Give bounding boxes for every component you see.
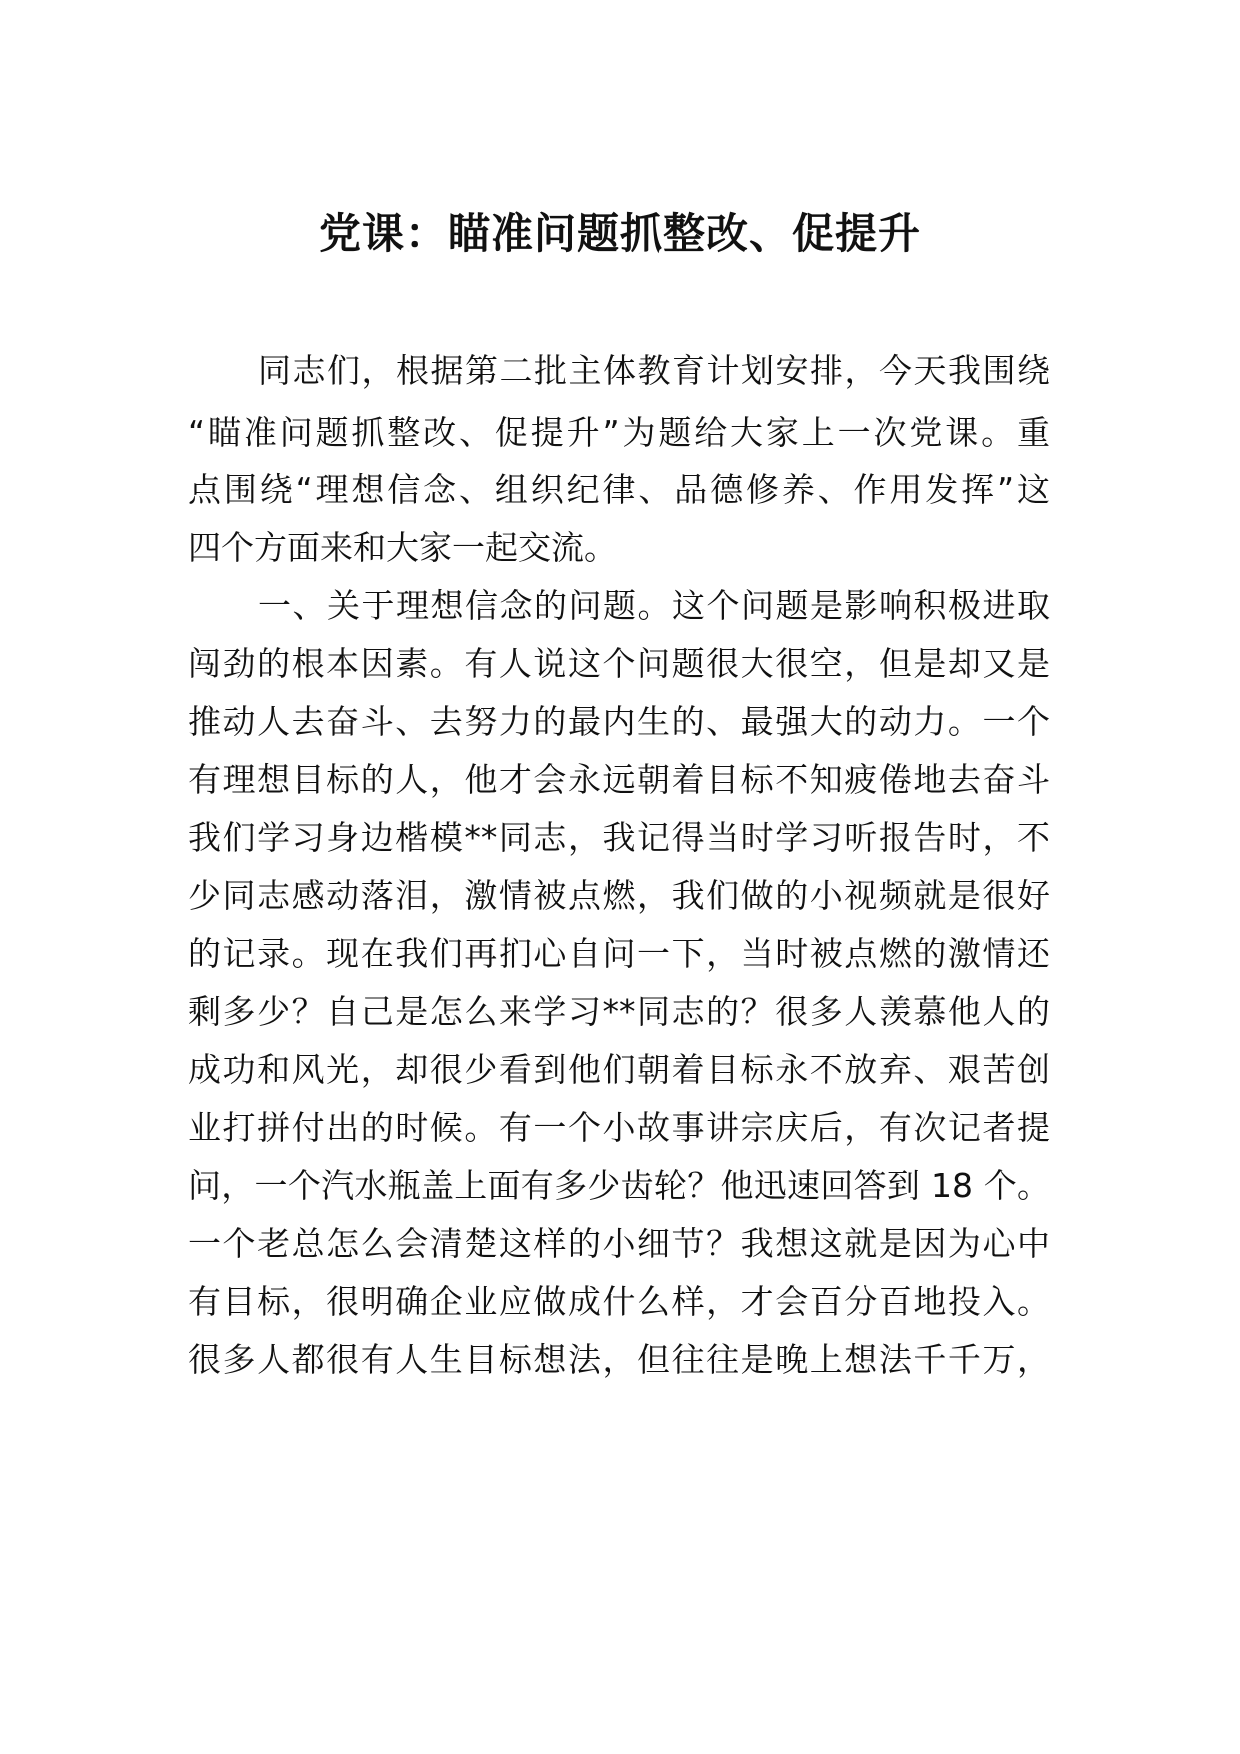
paragraph-2-line-5: 我们学习身边楷模**同志，我记得当时学习听报告时，不 xyxy=(188,818,1050,857)
paragraph-1-line-2: “瞄准问题抓整改、促提升”为题给大家上一次党课。重 xyxy=(188,413,1050,452)
paragraph-1-line-1: 同志们，根据第二批主体教育计划安排，今天我围绕 xyxy=(258,351,1050,390)
paragraph-2-line-9: 成功和风光，却很少看到他们朝着目标永不放弃、艰苦创 xyxy=(188,1050,1050,1089)
paragraph-2-line-4: 有理想目标的人，他才会永远朝着目标不知疲倦地去奋斗 xyxy=(188,760,1050,799)
paragraph-2-line-14: 很多人都很有人生目标想法，但往往是晚上想法千千万， xyxy=(188,1340,1050,1379)
paragraph-2-line-2: 闯劲的根本因素。有人说这个问题很大很空，但是却又是 xyxy=(188,644,1050,683)
paragraph-1-line-3: 点围绕“理想信念、组织纪律、品德修养、作用发挥”这 xyxy=(188,470,1050,509)
paragraph-2-line-1: 一、关于理想信念的问题。这个问题是影响积极进取 xyxy=(258,586,1050,625)
paragraph-2-line-11: 问，一个汽水瓶盖上面有多少齿轮？他迅速回答到 18 个。 xyxy=(188,1166,1050,1205)
paragraph-2-line-10: 业打拼付出的时候。有一个小故事讲宗庆后，有次记者提 xyxy=(188,1108,1050,1147)
paragraph-2-line-13: 有目标，很明确企业应做成什么样，才会百分百地投入。 xyxy=(188,1282,1050,1321)
paragraph-2-line-8: 剩多少？自己是怎么来学习**同志的？很多人羡慕他人的 xyxy=(188,992,1050,1031)
paragraph-1-line-4: 四个方面来和大家一起交流。 xyxy=(188,528,617,567)
paragraph-2-line-12: 一个老总怎么会清楚这样的小细节？我想这就是因为心中 xyxy=(188,1224,1050,1263)
paragraph-2-line-6: 少同志感动落泪，激情被点燃，我们做的小视频就是很好 xyxy=(188,876,1050,915)
paragraph-2-line-7: 的记录。现在我们再扪心自问一下，当时被点燃的激情还 xyxy=(188,934,1050,973)
document-title: 党课：瞄准问题抓整改、促提升 xyxy=(318,209,921,258)
paragraph-2-line-3: 推动人去奋斗、去努力的最内生的、最强大的动力。一个 xyxy=(188,702,1050,741)
